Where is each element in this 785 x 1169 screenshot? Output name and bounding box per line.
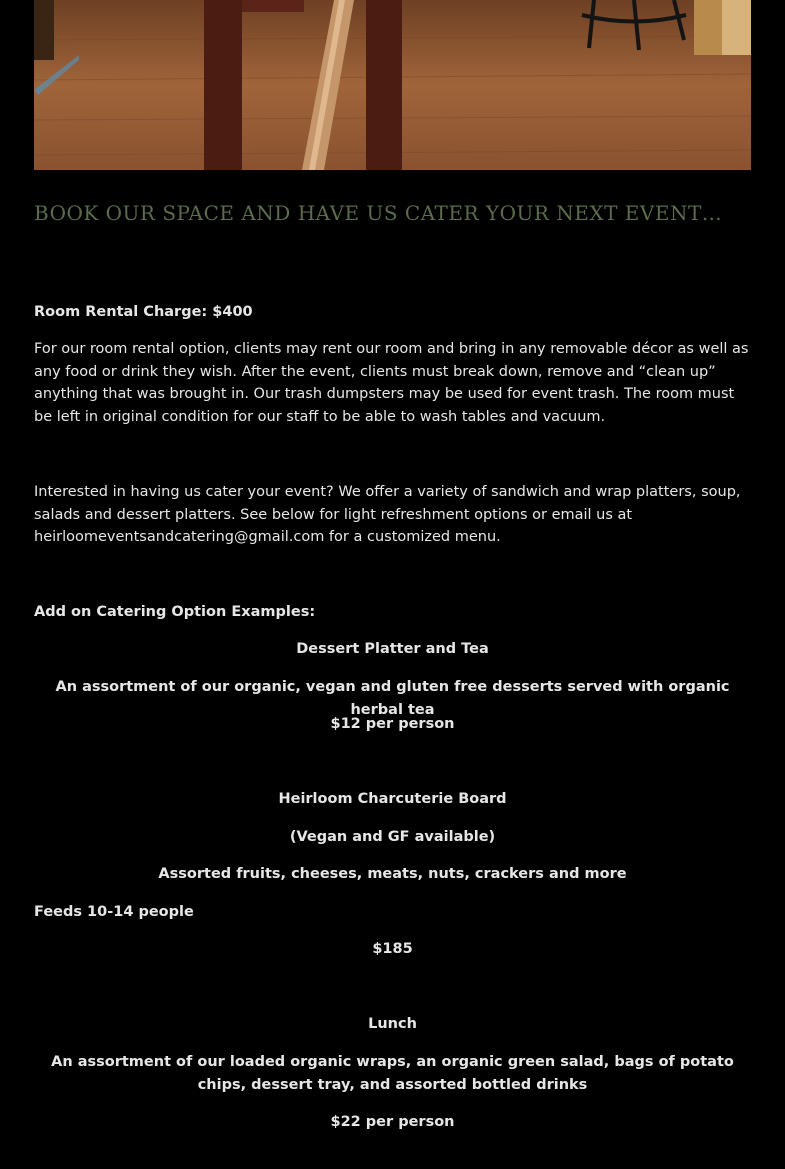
catering-intro: Interested in having us cater your event? We offer a variety of sandwich and wrap platters, soup, salads and dessert platters. See below for light refreshment options or email us at heirloomeventsandcatering@gmail.com for a customized menu. <box>34 484 741 545</box>
lunch-option-description: An assortment of our loaded organic wraps, an organic green salad, bags of potato chips, dessert tray, and assorted bottled drinks <box>51 1054 734 1093</box>
lunch-option-title: Lunch <box>368 1016 417 1032</box>
room-rental-description: For our room rental option, clients may rent our room and bring in any removable décor as well as any food or drink they wish. After the event, clients must break down, remove and “clean up” anything that was brought in. Our trash dumpsters may be used for event trash. The room must be left in original condition for our staff to be able to wash tables and vacuum. <box>34 341 749 425</box>
charcuterie-option-price: $185 <box>372 941 413 957</box>
room-rental-charge: Room Rental Charge: $400 <box>34 304 253 320</box>
page-heading: BOOK OUR SPACE AND HAVE US CATER YOUR NEXT EVENT… <box>34 201 723 225</box>
charcuterie-option-note: (Vegan and GF available) <box>289 829 496 845</box>
dessert-option-title: Dessert Platter and Tea <box>296 641 489 657</box>
catering-heading: Add on Catering Option Examples: <box>34 604 316 620</box>
lunch-option-price: $22 per person <box>330 1114 455 1130</box>
venue-photo-image <box>34 0 751 170</box>
venue-photo <box>34 0 751 170</box>
dessert-option-price: $12 per person <box>330 716 455 732</box>
dessert-option-description: An assortment of our organic, vegan and gluten free desserts served with organic herbal tea <box>55 679 730 718</box>
charcuterie-option-title: Heirloom Charcuterie Board <box>278 791 507 807</box>
charcuterie-option-description: Assorted fruits, cheeses, meats, nuts, crackers and more <box>158 866 627 882</box>
charcuterie-option-feeds: Feeds 10-14 people <box>34 904 194 920</box>
